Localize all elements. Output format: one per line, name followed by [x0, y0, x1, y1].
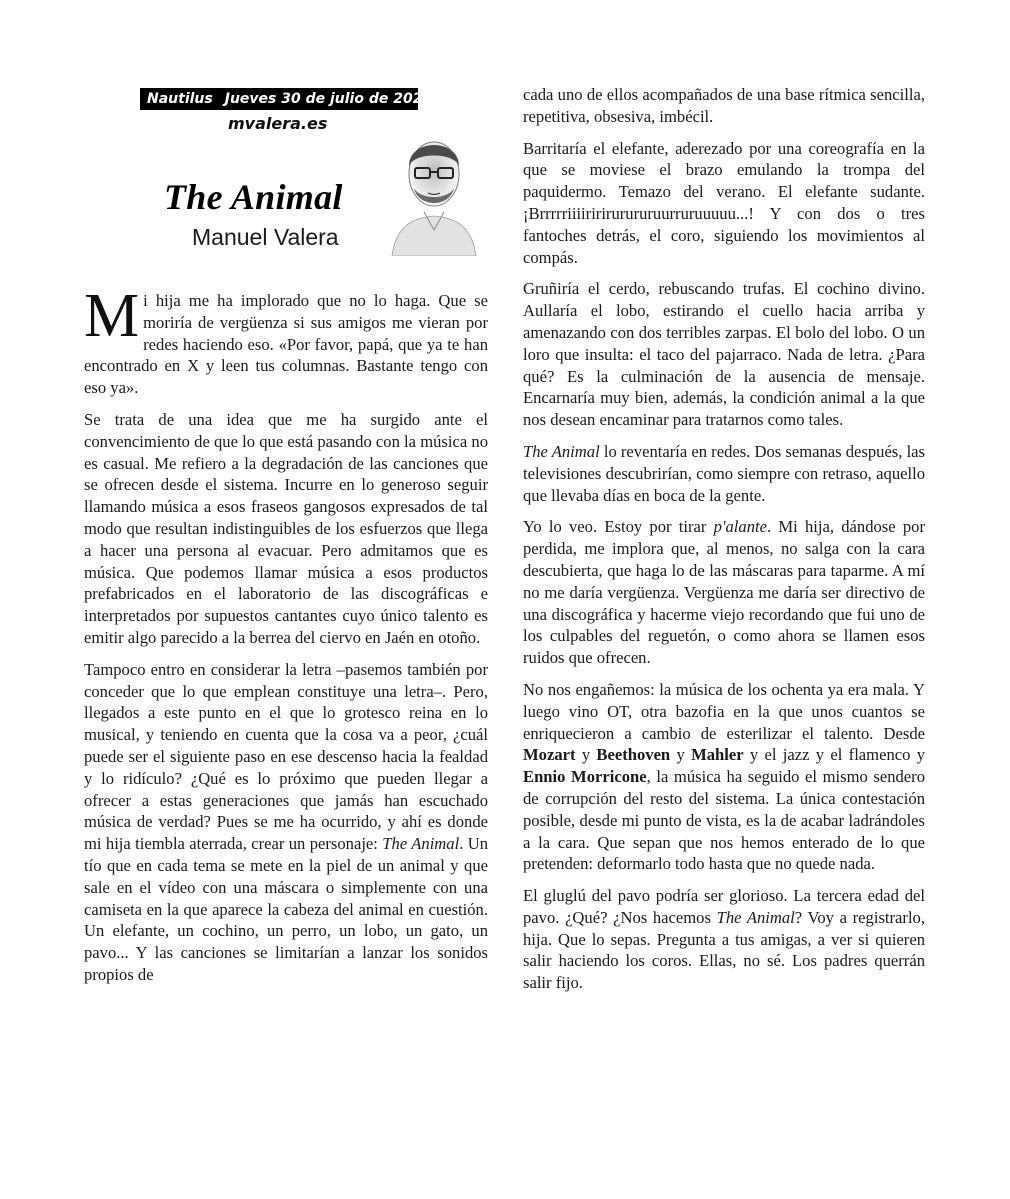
paragraph-text: y: [670, 745, 692, 765]
paragraph: [84, 282, 488, 399]
paragraph: [523, 885, 925, 994]
paragraph-text: y el jazz y el flamenco y: [743, 745, 926, 765]
paragraph-text: ? Voy a registrarlo, hija. Que lo sepas. Pregunta a tus amigas, a ver si quieren salir haciendo los coros. Ellas, no sé. Los padres querrán salir fijo.: [523, 907, 925, 993]
paragraph-text: y: [575, 745, 597, 765]
italic-title: The Animal: [716, 907, 795, 927]
paragraph: [523, 441, 925, 506]
paragraph-text: El gluglú del pavo podría ser glorioso. La tercera edad del pavo. ¿Qué? ¿Nos hacemos: [523, 886, 925, 927]
paragraph: [84, 659, 488, 986]
paragraph: [523, 679, 925, 875]
paragraph: cada uno de ellos acompañados de una base rítmica sencilla, repetitiva, obsesiva, imbécil.: [523, 85, 925, 126]
publication-date: Jueves 30 de julio de 2026: [224, 91, 433, 107]
paragraph-text: Tampoco entro en considerar la letra –pasemos también por conceder que lo que emplean constituye una letra–. Pero, llegados a este punto en el que lo grotesco reina en lo musical, y teniendo en cuenta que la cosa va a peor, ¿cuál puede ser el siguiente paso en ese descenso hacia la fealdad y lo ridículo? ¿Qué es lo próximo que pueden llegar a ofrecer a estas generaciones que jamás han escuchado música de verdad? Pues se me ha ocurrido, y ahí es donde mi hija tiembla aterrada, crear un personaje:: [84, 659, 488, 854]
paragraph-text: No nos engañemos: la música de los ochenta ya era mala. Y luego vino OT, otra bazofia en la que unos cuantos se enriquecieron a cambio de esterilizar el talento. Desde: [523, 679, 925, 743]
paragraph: Gruñiría el cerdo, rebuscando trufas. El cochino divino. Aullaría el lobo, estirando el cuello hacia arriba y amenazando con dos terribles zarpas. El bolo del lobo. O un loro que insulta: el taco del pajarraco. Nada de letra. ¿Para qué? Es la culminación de la ausencia de mensaje. Encarnaría muy bien, además, la condición animal a la que nos desean encaminar para tratarnos como tales.: [523, 279, 925, 430]
bold-name: Mahler: [691, 745, 744, 765]
bold-name: Mozart: [523, 745, 576, 765]
article-title: The Animal: [164, 177, 343, 217]
paragraph-text: lo reventaría en redes. Dos semanas después, las televisiones descubrirían, como siempre con retraso, aquello que llevaba días en boca de la gente.: [523, 441, 925, 505]
website-label: mvalera.es: [228, 114, 328, 133]
paragraph-text: Yo lo veo. Estoy por tirar: [523, 517, 714, 537]
paragraph-text: . Un tío que en cada tema se mete en la piel de un animal y que sale en el vídeo con una máscara o simplemente con una camiseta en la que aparece la cabeza del animal en cuestión. Un elefante, un cochino, un perro, un lobo, un gato, un pavo... Y las canciones se limitarían a lanzar los sonidos propios de: [84, 834, 489, 984]
italic-term: p'alante: [713, 517, 767, 537]
paragraph: Barritaría el elefante, aderezado por una coreografía en la que se moviese el brazo emulando la trompa del paquidermo. Temazo del verano. El elefante sudante. ¡Brrrrriiiiririrurururuurruruuuuu...! Y con dos o tres fantoches detrás, el coro, siguiendo los movimientos al compás.: [523, 138, 925, 267]
italic-title: The Animal: [382, 834, 460, 854]
paragraph: Se trata de una idea que me ha surgido ante el convencimiento de que lo que está pasando con la música no es casual. Me refiero a la degradación de las canciones que se ofrecen desde el sistema. Incurre en lo generoso seguir llamando música a esos fraseos gangosos expresados de tal modo que resultan indistinguibles de los esfuerzos que llega a hacer una persona al evacuar. Pero admitamos que es música. Que podemos llamar música a esos productos prefabricados en el laboratorio de las discográficas e interpretados por supuestos cantantes cuyo único talento es emitir algo parecido a la berrea del ciervo en Jaén en otoño.: [84, 409, 488, 647]
left-column: [84, 282, 489, 996]
bold-name: Beethoven: [596, 745, 671, 765]
publication-badge: [140, 88, 433, 110]
paragraph: [523, 516, 925, 669]
paragraph-text: , la música ha seguido el mismo sendero de corrupción del resto del sistema. La única contestación posible, desde mi punto de vista, es la de acabar ladrándoles a la cara. Que sepan que nos hemos enterado de lo que pretenden: deformarlo todo hasta que no quede nada.: [523, 767, 925, 874]
right-column: [523, 84, 925, 1004]
author-name: Manuel Valera: [192, 224, 339, 250]
paragraph-text: . Mi hija, dándose por perdida, me implora que, al menos, no salga con la cara descubierta, que haga lo de las máscaras para taparme. A mí no me daría vergüenza. Vergüenza me daría ser directivo de una discográfica y hacerme viejo recordando que fui uno de los culpables del reguetón, o como ahora se llamen esos ruidos que ofrecen.: [523, 517, 925, 668]
bold-name: Ennio Morricone: [523, 767, 647, 787]
italic-title: The Animal: [523, 441, 600, 461]
publication-name: Nautilus: [147, 91, 213, 107]
paragraph-text: i hija me ha implorado que no lo haga. Que se moriría de vergüenza si sus amigos me vieran por redes haciendo eso. «Por favor, papá, que ya te han encontrado en X y leen tus columnas. Bastante tengo con eso ya».: [84, 291, 488, 398]
author-portrait: [384, 126, 484, 256]
drop-cap: M: [84, 282, 140, 350]
article-header: [84, 86, 504, 286]
